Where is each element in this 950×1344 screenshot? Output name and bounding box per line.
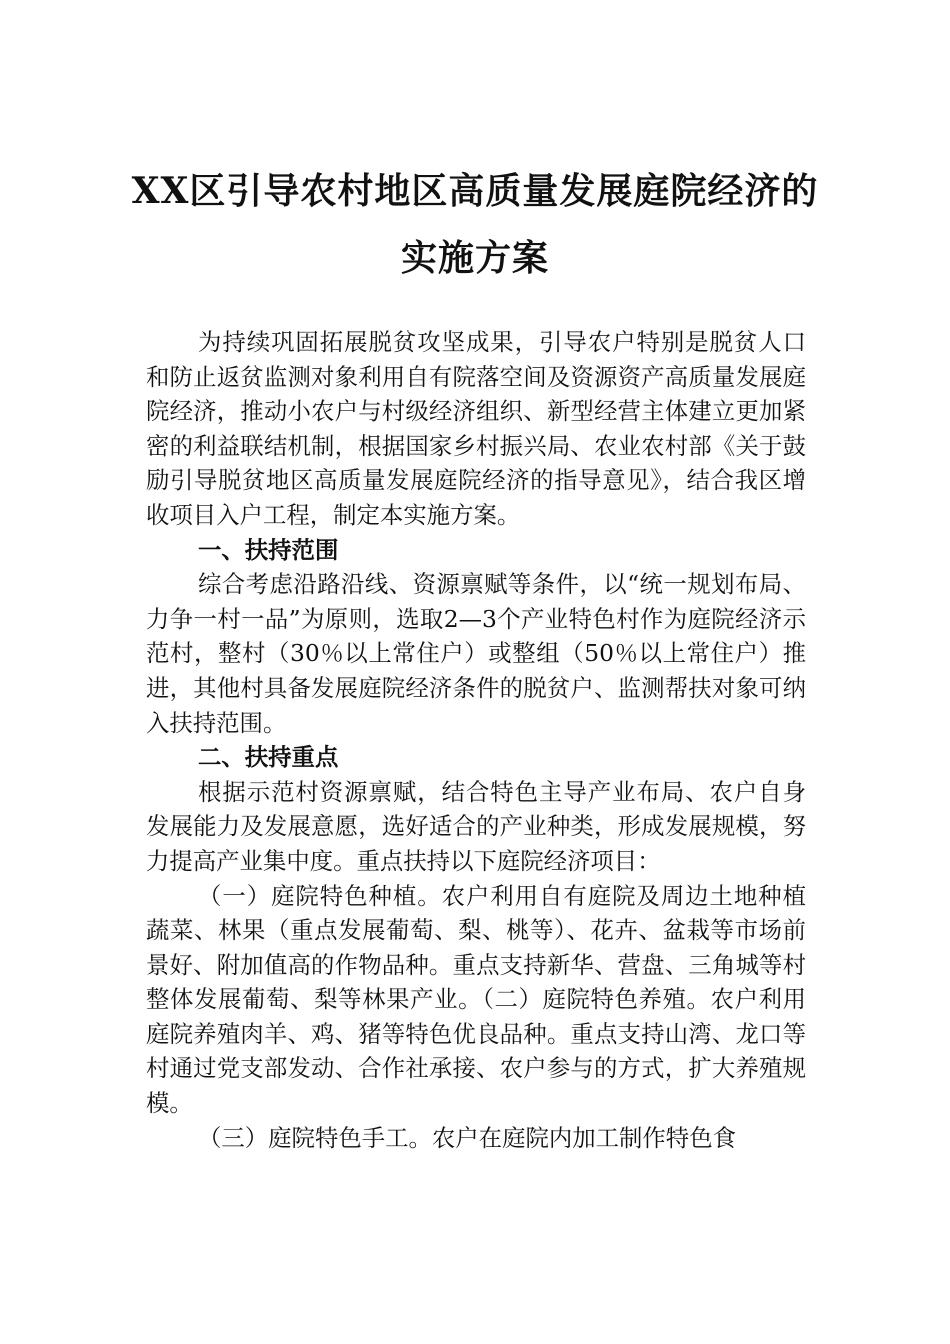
document-body bbox=[146, 325, 806, 1155]
document-title-line2: 实施方案 bbox=[400, 237, 549, 279]
focus-paragraph: 根据示范村资源禀赋，结合特色主导产业布局、农户自身发展能力及发展意愿，选好适合的产业种类，形成发展规模，努力提高产业集中度。重点扶持以下庭院经济项目： bbox=[146, 777, 806, 875]
section-heading-scope: 一、扶持范围 bbox=[198, 535, 339, 564]
intro-paragraph: 为持续巩固拓展脱贫攻坚成果，引导农户特别是脱贫人口和防止返贫监测对象利用自有院落空间及资源资产高质量发展庭院经济，推动小农户与村级经济组织、新型经营主体建立更加紧密的利益联结机制，根据国家乡村振兴局、农业农村部《关于鼓励引导脱贫地区高质量发展庭院经济的指导意见》，结合我区增收项目入户工程，制定本实施方案。 bbox=[146, 328, 806, 529]
section-heading-focus: 二、扶持重点 bbox=[198, 743, 339, 772]
item-handicraft-paragraph: （三）庭院特色手工。农户在庭院内加工制作特色食 bbox=[198, 1123, 736, 1152]
item-planting-breeding-paragraph: （一）庭院特色种植。农户利用自有庭院及周边土地种植蔬菜、林果（重点发展葡萄、梨、桃等）、花卉、盆栽等市场前景好、附加值高的作物品种。重点支持新华、营盘、三角城等村整体发展葡萄、梨等林果产业。（二）庭院特色养殖。农户利用庭院养殖肉羊、鸡、猪等特色优良品种。重点支持山湾、龙口等村通过党支部发动、合作社承接、农户参与的方式，扩大养殖规模。 bbox=[146, 881, 806, 1118]
scope-paragraph: 综合考虑沿路沿线、资源禀赋等条件，以“统一规划布局、力争一村一品”为原则，选取2—3个产业特色村作为庭院经济示范村，整村（30％以上常住户）或整组（50％以上常住户）推进，其他村具备发展庭院经济条件的脱贫户、监测帮扶对象可纳入扶持范围。 bbox=[146, 570, 806, 737]
document-title-line1: XX区引导农村地区高质量发展庭院经济的 bbox=[131, 170, 819, 212]
